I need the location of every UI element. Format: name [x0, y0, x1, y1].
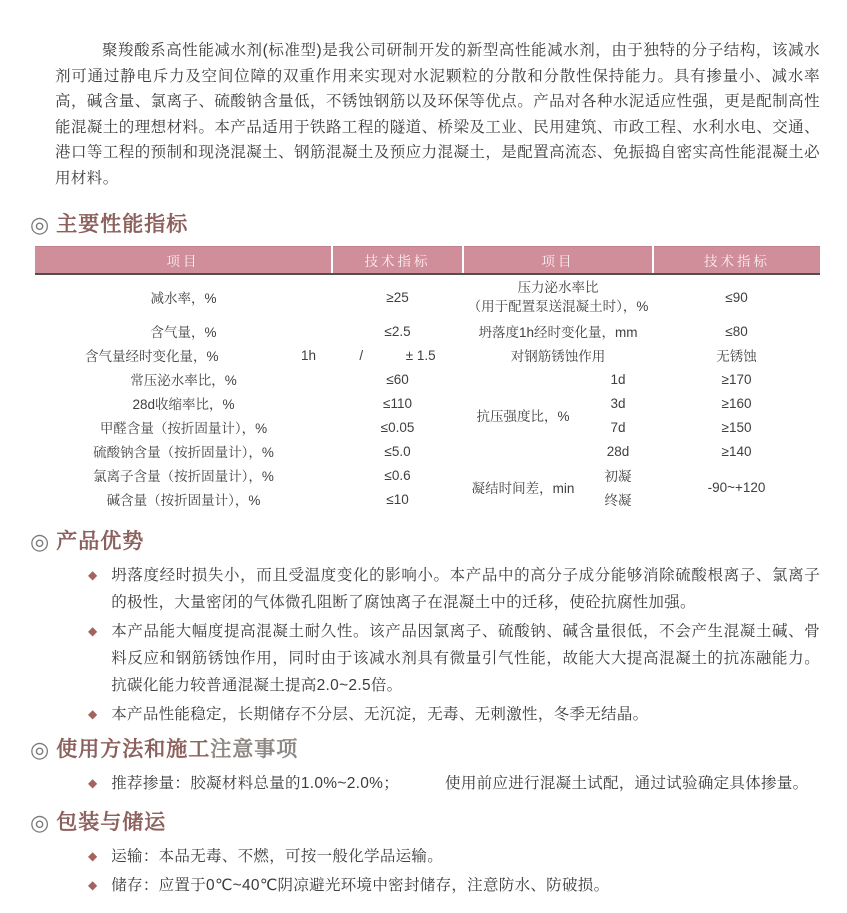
- section-heading-text: 产品优势: [56, 530, 145, 554]
- section-heading-text-tail: 注意事项: [210, 738, 299, 762]
- value-number: ± 1.5: [405, 347, 436, 363]
- item-cell: 减水率，%: [150, 291, 217, 307]
- diamond-bullet-icon: ◆: [88, 849, 98, 864]
- value-slash: /: [359, 347, 364, 363]
- trial-mix-text: 使用前应进行混凝土试配，通过试验确定具体掺量。: [445, 775, 809, 793]
- list-item: [88, 562, 820, 616]
- value-cell: ≥25: [386, 289, 409, 305]
- section-heading-performance: [30, 210, 847, 239]
- section-heading-text: 使用方法和施工: [56, 738, 211, 762]
- bullet-text: 运输：本品无毒、不燃，可按一般化学品运输。: [111, 848, 444, 866]
- age-cell: 7d: [610, 419, 626, 435]
- section-heading-advantages: [30, 527, 847, 556]
- section-marker-icon: ◎: [30, 211, 51, 237]
- item-cell: [35, 343, 332, 367]
- table-row: [35, 463, 820, 487]
- table-header-row: [35, 246, 820, 274]
- section-marker-icon: ◎: [30, 810, 51, 836]
- value-cell: ≤10: [386, 491, 409, 507]
- diamond-bullet-icon: ◆: [88, 707, 98, 722]
- intro-paragraph: 聚羧酸系高性能减水剂(标准型)是我公司研制开发的新型高性能减水剂，由于独特的分子结构，该减水剂可通过静电斥力及空间位障的双重作用来实现对水泥颗粒的分散和分散性保持能力。具有掺量小、减水率高，碱含量、氯离子、硫酸钠含量低，不锈蚀钢筋以及环保等优点。产品对各种水泥适应性强，更是配制高性能混凝土的理想材料。本产品适用于铁路工程的隧道、桥梁及工业、民用建筑、市政工程、水利水电、交通、港口等工程的预制和现浇混凝土、钢筋混凝土及预应力混凝土，是配置高流态、免振捣自密实高性能混凝土必用材料。: [55, 42, 820, 187]
- item-group-label: 抗压强度比，%: [476, 409, 570, 425]
- list-item: [88, 618, 820, 699]
- value-cell: [332, 343, 463, 367]
- table-row: [35, 439, 820, 463]
- section-heading-text: 主要性能指标: [56, 212, 189, 236]
- bullet-text: 本产品性能稳定，长期储存不分层、无沉淀，无毒、无刺激性，冬季无结晶。: [111, 706, 649, 724]
- value-cell: ≤5.0: [384, 443, 411, 459]
- value-cell: ≥150: [721, 419, 752, 435]
- value-cell: ≤80: [725, 323, 748, 339]
- bullet-text: 本产品能大幅度提高混凝土耐久性。该产品因氯离子、硫酸钠、碱含量很低，不会产生混凝土碱、骨料反应和钢筋锈蚀作用，同时由于该减水剂具有微量引气性能，故能大大提高混凝土的抗冻融能力。抗碳化能力较普通混凝土提高2.0~2.5倍。: [111, 623, 820, 695]
- age-cell: 1d: [610, 371, 626, 387]
- col-header-item-left: 项目: [35, 246, 332, 274]
- document-page: [0, 38, 847, 913]
- packaging-list: [88, 843, 820, 899]
- table-row: [35, 367, 820, 391]
- list-item: [88, 843, 820, 870]
- list-item: [88, 872, 820, 899]
- list-item: [88, 770, 820, 797]
- item-cell: 28d收缩率比，%: [132, 397, 235, 413]
- diamond-bullet-icon: ◆: [88, 776, 98, 791]
- item-cell: [463, 274, 653, 319]
- section-marker-icon: ◎: [30, 737, 51, 763]
- table-row: [35, 319, 820, 343]
- age-cell: 终凝: [604, 493, 632, 509]
- item-group-label: 凝结时间差，min: [471, 481, 575, 497]
- table-row: [35, 274, 820, 319]
- performance-table: [35, 246, 820, 512]
- list-item: [88, 701, 820, 728]
- item-label: 含气量经时变化量，%: [85, 349, 219, 365]
- value-cell: ≤110: [383, 395, 412, 411]
- section-heading-usage: [30, 735, 847, 764]
- diamond-bullet-icon: ◆: [88, 878, 98, 893]
- value-cell: ≤60: [386, 371, 409, 387]
- item-cell: 氯离子含量（按折固量计），%: [93, 469, 274, 485]
- section-heading-text: 包装与储运: [56, 811, 167, 835]
- advantages-list: [88, 562, 820, 728]
- item-line: 压力泌水率比: [517, 280, 599, 296]
- value-cell: ≤0.05: [380, 419, 415, 435]
- item-sub-label: 1h: [300, 347, 316, 363]
- value-cell: ≥140: [721, 443, 752, 459]
- value-cell: ≤2.5: [384, 323, 411, 339]
- item-cell: 甲醛含量（按折固量计），%: [99, 421, 268, 437]
- item-cell: 含气量，%: [150, 325, 217, 341]
- section-marker-icon: ◎: [30, 529, 51, 555]
- item-cell: 碱含量（按折固量计），%: [106, 493, 261, 509]
- table-row: [35, 343, 820, 367]
- section-heading-packaging: [30, 808, 847, 837]
- age-cell: 3d: [610, 395, 626, 411]
- item-cell: 对钢筋锈蚀作用: [510, 349, 606, 365]
- age-cell: 初凝: [604, 469, 632, 485]
- table-row: [35, 391, 820, 415]
- value-cell: ≤0.6: [384, 467, 411, 483]
- item-cell: 硫酸钠含量（按折固量计），%: [93, 445, 274, 461]
- col-header-spec-left: 技术指标: [332, 246, 463, 274]
- bullet-text: 储存：应置于0℃~40℃阴凉避光环境中密封储存，注意防水、防破损。: [111, 877, 610, 895]
- col-header-item-right: 项目: [463, 246, 653, 274]
- value-cell: ≥170: [721, 371, 752, 387]
- table-row: [35, 415, 820, 439]
- value-cell: 无锈蚀: [716, 349, 757, 365]
- value-cell: ≥160: [721, 395, 752, 411]
- usage-list: [88, 770, 820, 797]
- diamond-bullet-icon: ◆: [88, 624, 98, 639]
- diamond-bullet-icon: ◆: [88, 568, 98, 583]
- item-line: （用于配置泵送混凝土时），%: [467, 299, 649, 315]
- dosage-text: 推荐掺量：胶凝材料总量的1.0%~2.0%；: [111, 775, 400, 793]
- bullet-text: [111, 770, 820, 797]
- value-cell: -90~+120: [707, 479, 766, 495]
- item-cell: 常压泌水率比，%: [130, 373, 237, 389]
- col-header-spec-right: 技术指标: [653, 246, 820, 274]
- item-cell: 坍落度1h经时变化量，mm: [478, 325, 638, 341]
- value-cell: ≤90: [725, 289, 748, 305]
- age-cell: 28d: [606, 443, 630, 459]
- bullet-text: 坍落度经时损失小，而且受温度变化的影响小。本产品中的高分子成分能够消除硫酸根离子、氯离子的极性，大量密闭的气体微孔阻断了腐蚀离子在混凝土中的迁移，使砼抗腐性加强。: [111, 567, 820, 612]
